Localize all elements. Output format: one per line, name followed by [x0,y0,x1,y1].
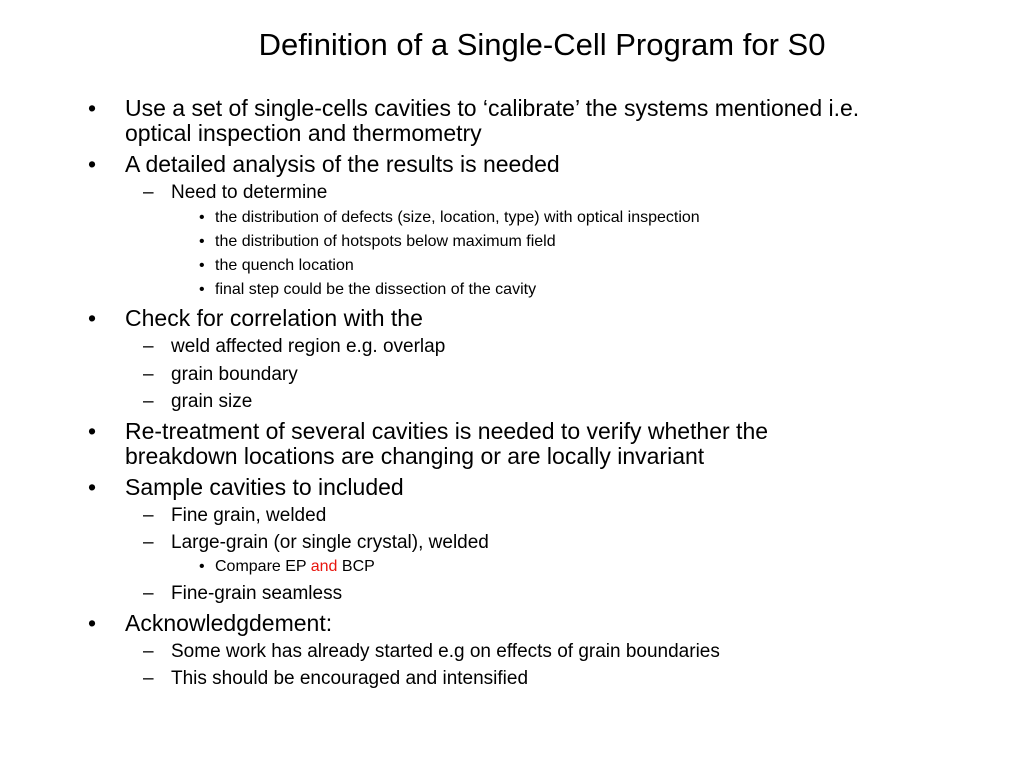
dash-marker: – [143,668,154,689]
bullet-marker: • [199,233,205,250]
bcp-text: BCP [337,558,375,575]
bullet-marker: • [88,610,97,636]
bullet-text: breakdown locations are changing or are locally invariant [125,443,705,469]
bullet-marker: • [199,281,205,298]
emphasized-and: and [310,558,338,575]
bullet-text: Acknowledgdement: [125,610,333,636]
sub-bullet-text: weld affected region e.g. overlap [171,336,446,357]
sub-sub-bullet-text: the distribution of defects (size, location, type) with optical inspection [215,209,700,226]
bullet-text: Use a set of single-cells cavities to ‘calibrate’ the systems mentioned i.e. [125,95,860,121]
compare-text: Compare EP [215,558,311,575]
bullet-marker: • [88,305,97,331]
slide-title: Definition of a Single-Cell Program for S0 [258,27,826,62]
bullet-marker: • [199,558,205,575]
dash-marker: – [143,391,154,412]
dash-marker: – [143,532,154,553]
sub-sub-bullet-text: the quench location [215,257,354,274]
bullet-text: A detailed analysis of the results is needed [125,151,560,177]
bullet-text: Check for correlation with the [125,305,423,331]
bullet-marker: • [88,418,97,444]
dash-marker: – [143,364,154,385]
sub-bullet-text: Some work has already started e.g on effects of grain boundaries [171,641,720,662]
bullet-text: optical inspection and thermometry [125,120,482,146]
sub-bullet-text: grain size [171,391,253,412]
sub-bullet-text: Fine-grain seamless [171,583,343,604]
sub-bullet-text: This should be encouraged and intensified [171,668,529,689]
bullet-marker: • [88,474,97,500]
dash-marker: – [143,505,154,526]
dash-marker: – [143,182,154,203]
bullet-marker: • [88,151,97,177]
sub-bullet-text: grain boundary [171,364,298,385]
sub-bullet-text: Large-grain (or single crystal), welded [171,532,489,553]
bullet-marker: • [199,209,205,226]
bullet-marker: • [88,95,97,121]
sub-bullet-text: Need to determine [171,182,328,203]
dash-marker: – [143,641,154,662]
bullet-text: Re-treatment of several cavities is needed to verify whether the [125,418,769,444]
sub-bullet-text: Fine grain, welded [171,505,327,526]
bullet-text: Sample cavities to included [125,474,404,500]
sub-sub-bullet-text: final step could be the dissection of the cavity [215,281,537,298]
sub-sub-bullet-text: the distribution of hotspots below maximum field [215,233,556,250]
sub-sub-bullet-text [215,557,375,577]
dash-marker: – [143,336,154,357]
dash-marker: – [143,583,154,604]
bullet-marker: • [199,257,205,274]
